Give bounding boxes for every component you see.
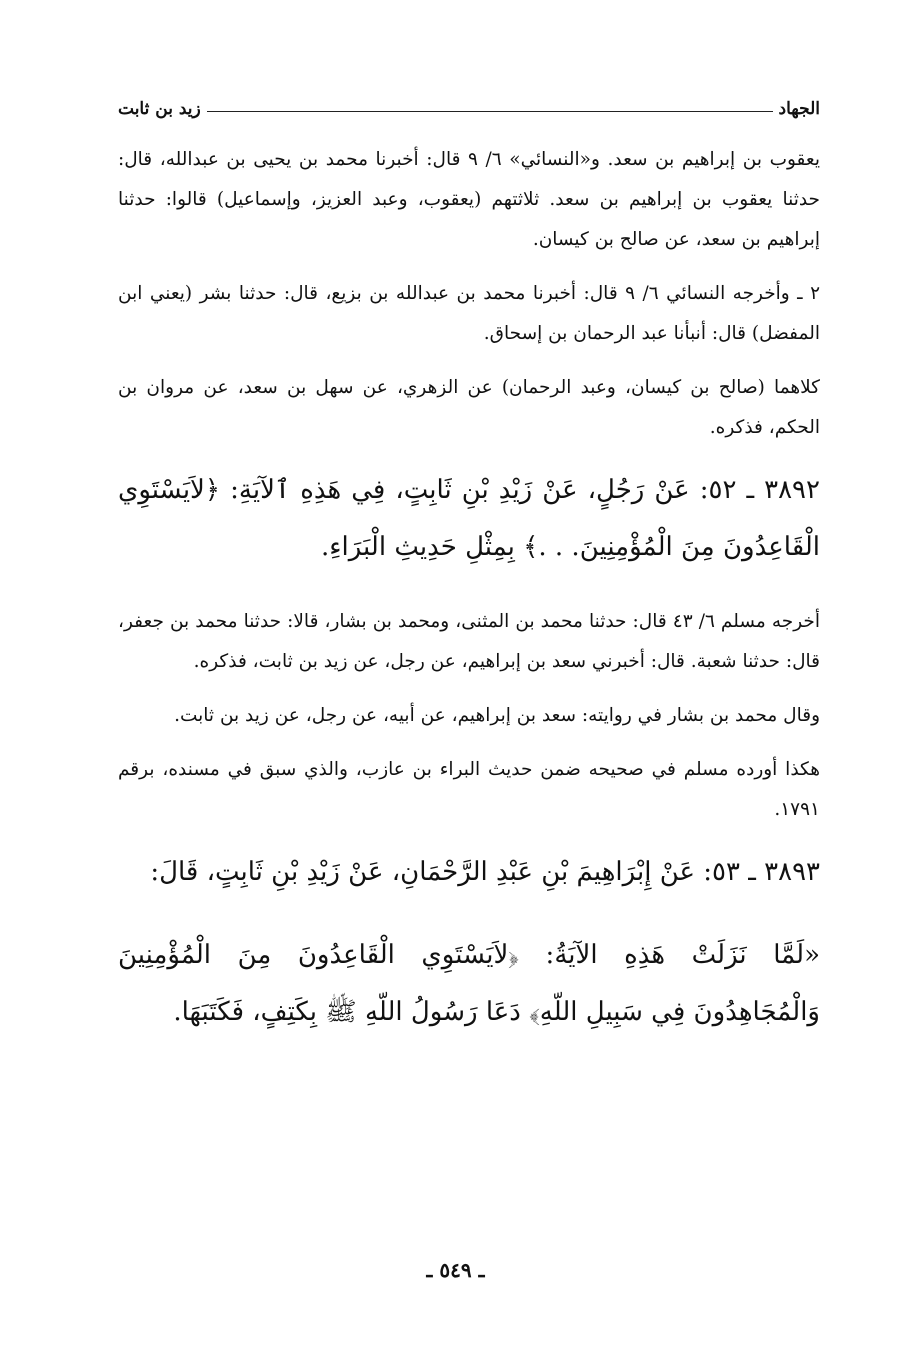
footnote-paragraph: كلاهما (صالح بن كيسان، وعبد الرحمان) عن الزهري، عن سهل بن سعد، عن مروان بن الحكم، فذكره. (118, 377, 820, 438)
hadith-text: «لَمَّا نَزَلَتْ هَذِهِ الآيَةُ: ﴿لاَيَسْتَوِي الْقَاعِدُونَ مِنَ الْمُؤْمِنِينَ وَالْمُجَاهِدُونَ فِي سَبِيلِ اللّهِ﴾ دَعَا رَسُولُ اللّهِ ﷺ بِكَتِفٍ، فَكَتَبَهَا. (118, 940, 820, 1027)
header-subject: زيد بن ثابت (118, 99, 201, 119)
footnote-paragraph: أخرجه مسلم ٦/ ٤٣ قال: حدثنا محمد بن المثنى، ومحمد بن بشار، قالا: حدثنا محمد بن جعفر، قال: حدثنا شعبة. قال: أخبرني سعد بن إبراهيم، عن رجل، عن زيد بن ثابت، فذكره. (118, 611, 820, 672)
footnote-paragraph: يعقوب بن إبراهيم بن سعد. و«النسائي» ٦/ ٩ قال: أخبرنا محمد بن يحيى بن عبدالله، قال: حدثنا يعقوب بن إبراهيم بن سعد. ثلاثتهم (يعقوب، وعبد العزيز، وإسماعيل) قالوا: حدثنا إبراهيم بن سعد، عن صالح بن كيسان. (118, 149, 820, 250)
header-rule (207, 111, 773, 112)
hadith-text: ٣٨٩٢ ـ ٥٢: عَنْ رَجُلٍ، عَنْ زَيْدِ بْنِ ثَابِتٍ، فِي هَذِهِ ٱلآيَةِ: ﴿لاَيَسْتَوِي الْقَاعِدُونَ مِنَ الْمُؤْمِنِينَ. . .﴾ بِمِثْلِ حَدِيثِ الْبَرَاءِ. (118, 475, 820, 562)
running-header (118, 90, 820, 118)
page-number: ـ ٥٤٩ ـ (426, 1258, 485, 1282)
footnote-paragraph: ٢ ـ وأخرجه النسائي ٦/ ٩ قال: أخبرنا محمد بن عبدالله بن بزيع، قال: حدثنا بشر (يعني ابن المفضل) قال: أنبأنا عبد الرحمان بن إسحاق. (118, 283, 820, 344)
footnote-paragraph: وقال محمد بن بشار في روايته: سعد بن إبراهيم، عن أبيه، عن رجل، عن زيد بن ثابت. (174, 705, 820, 726)
hadith-heading: ٣٨٩٣ ـ ٥٣: عَنْ إِبْرَاهِيمَ بْنِ عَبْدِ الرَّحْمَانِ، عَنْ زَيْدِ بْنِ ثَابِتٍ، قَالَ: (150, 857, 820, 887)
page-body (118, 140, 820, 1067)
footnote-paragraph: هكذا أورده مسلم في صحيحه ضمن حديث البراء بن عازب، والذي سبق في مسنده، برقم ١٧٩١. (118, 759, 820, 820)
header-chapter: الجهاد (778, 99, 820, 119)
